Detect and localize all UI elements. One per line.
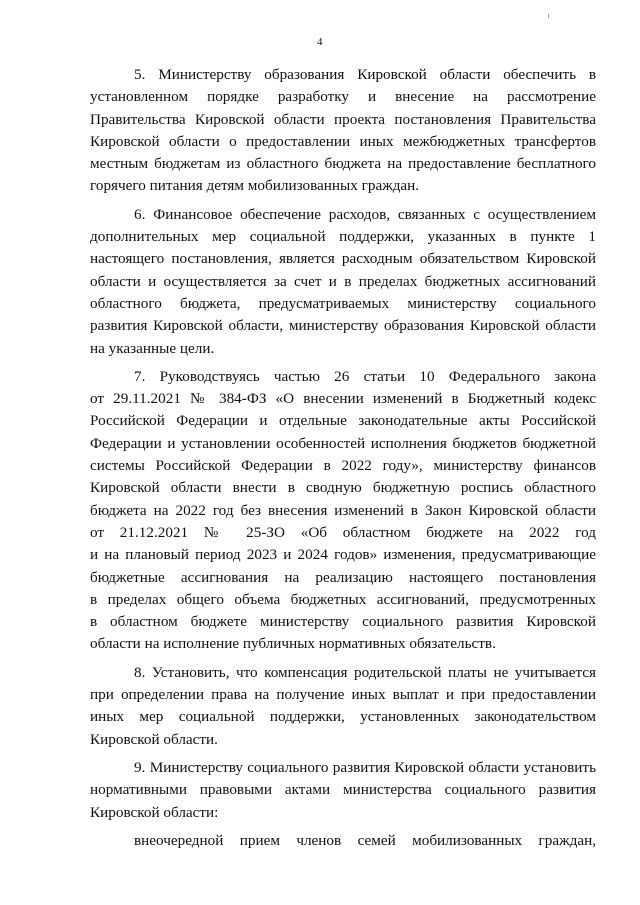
text-line: внеочередной прием членов семей мобилизованных граждан,: [134, 831, 596, 849]
text-line: в пределах общего объема бюджетных ассигнований, предусмотренных: [90, 590, 596, 608]
text-line: бюджета на 2022 год без внесения изменений в Закон Кировской области: [90, 501, 596, 519]
text-line: и на плановый период 2023 и 2024 годов» изменения, предусматривающие: [90, 546, 596, 564]
text-line: Российской Федерации и отдельные законодательные акты Российской: [90, 412, 596, 430]
text-line: местным бюджетам из областного бюджета на предоставление бесплатного: [90, 155, 596, 173]
text-line: 9. Министерству социального развития Кировской области установить: [134, 758, 596, 776]
text-line: нормативными правовыми актами министерства социального развития: [90, 781, 596, 799]
text-line: 7. Руководствуясь частью 26 статьи 10 Федерального закона: [134, 367, 596, 385]
page-number: 4: [317, 36, 323, 48]
paragraph-p9a: [90, 830, 596, 852]
text-line: области и осуществляется за счет и в пределах бюджетных ассигнований: [90, 272, 596, 290]
paragraph-p9: [90, 757, 596, 824]
paragraph-p7: [90, 366, 596, 656]
text-line: от 29.11.2021 № 384-ФЗ «О внесении изменений в Бюджетный кодекс: [90, 390, 596, 408]
text-line: Правительства Кировской области проекта постановления Правительства: [90, 110, 596, 128]
text-line: горячего питания детям мобилизованных граждан.: [90, 177, 420, 195]
scan-mark: [548, 14, 549, 18]
text-line: системы Российской Федерации в 2022 году», министерству финансов: [90, 457, 596, 475]
text-line: Федерации и установлении особенностей исполнения бюджетов бюджетной: [90, 434, 596, 452]
text-line: Кировской области.: [90, 730, 218, 748]
text-line: развития Кировской области, министерству образования Кировской области: [90, 317, 596, 335]
text-line: в областном бюджете министерству социального развития Кировской: [90, 613, 596, 631]
text-line: 8. Установить, что компенсация родительской платы не учитывается: [134, 663, 596, 681]
text-line: 5. Министерству образования Кировской области обеспечить в: [134, 66, 596, 83]
text-line: 6. Финансовое обеспечение расходов, связанных с осуществлением: [134, 205, 596, 223]
text-line: областного бюджета, предусматриваемых министерству социального: [90, 294, 596, 312]
text-line: при определении права на получение иных выплат и при предоставлении: [90, 686, 596, 704]
text-line: Кировской области о предоставлении иных межбюджетных трансфертов: [90, 132, 596, 150]
paragraph-p6: [90, 204, 596, 360]
text-line: Кировской области внести в сводную бюджетную роспись областного: [90, 479, 596, 497]
text-line: Кировской области:: [90, 803, 219, 821]
text-line: области на исполнение публичных нормативных обязательств.: [90, 635, 496, 653]
text-line: на указанные цели.: [90, 339, 215, 357]
text-line: дополнительных мер социальной поддержки, указанных в пункте 1: [90, 228, 596, 246]
paragraph-p5: [90, 64, 596, 198]
text-line: бюджетные ассигнования на реализацию настоящего постановления: [90, 568, 596, 586]
text-line: настоящего постановления, является расходным обязательством Кировской: [90, 250, 596, 268]
text-line: от 21.12.2021 № 25-ЗО «Об областном бюджете на 2022 год: [90, 523, 596, 541]
paragraph-p8: [90, 662, 596, 751]
text-line: установленном порядке разработку и внесение на рассмотрение: [90, 88, 596, 106]
document-body: [90, 64, 596, 852]
text-line: иных мер социальной поддержки, установленных законодательством: [90, 708, 596, 726]
